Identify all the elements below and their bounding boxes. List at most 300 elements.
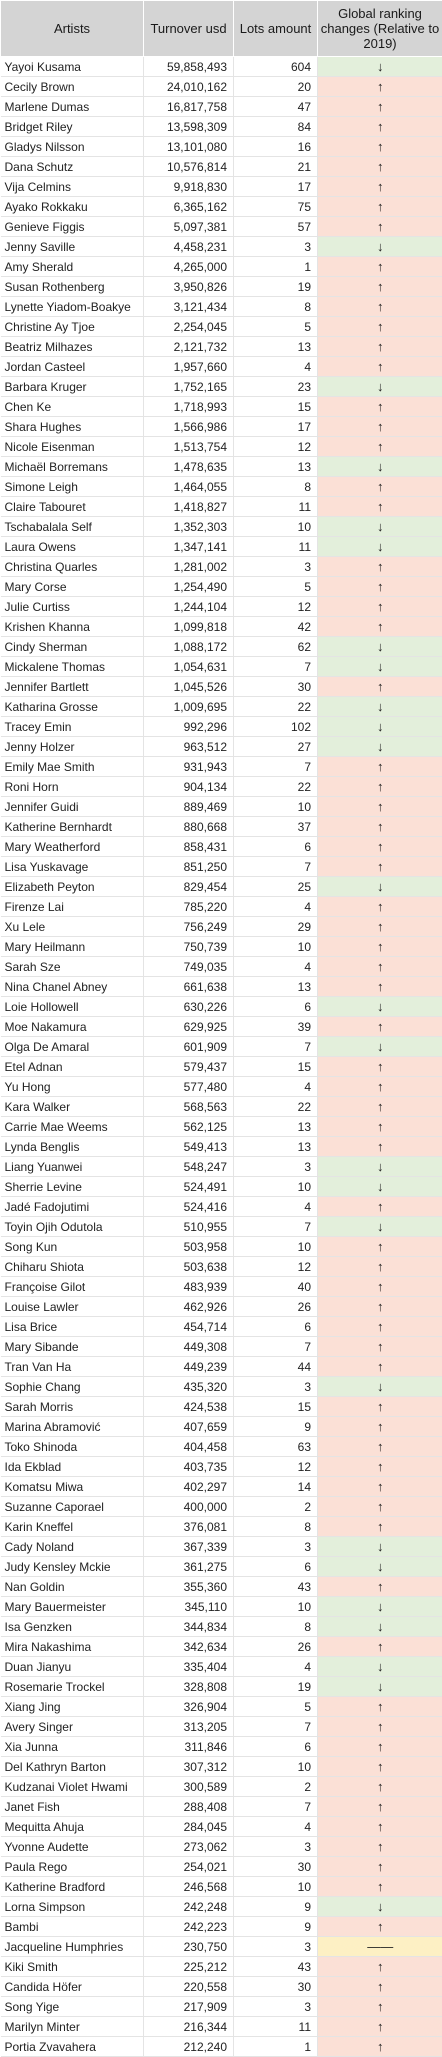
lots-cell: 25 bbox=[234, 877, 318, 897]
lots-cell: 6 bbox=[234, 997, 318, 1017]
table-row bbox=[1, 997, 442, 1017]
ranking-change-cell: ↓ bbox=[318, 1897, 442, 1917]
artist-name-cell: Avery Singer bbox=[1, 1717, 144, 1737]
table-row bbox=[1, 1157, 442, 1177]
ranking-change-cell: ↓ bbox=[318, 1677, 442, 1697]
ranking-change-cell: ↑ bbox=[318, 437, 442, 457]
turnover-cell: 59,858,493 bbox=[144, 57, 234, 77]
table-row bbox=[1, 517, 442, 537]
table-row bbox=[1, 297, 442, 317]
turnover-cell: 785,220 bbox=[144, 897, 234, 917]
turnover-cell: 1,254,490 bbox=[144, 577, 234, 597]
ranking-change-cell: ↑ bbox=[318, 1797, 442, 1817]
artist-name-cell: Mira Nakashima bbox=[1, 1637, 144, 1657]
lots-cell: 8 bbox=[234, 1617, 318, 1637]
turnover-cell: 16,817,758 bbox=[144, 97, 234, 117]
ranking-change-cell: ↑ bbox=[318, 1477, 442, 1497]
table-row bbox=[1, 977, 442, 997]
turnover-cell: 549,413 bbox=[144, 1137, 234, 1157]
lots-cell: 5 bbox=[234, 577, 318, 597]
table-row bbox=[1, 637, 442, 657]
lots-cell: 4 bbox=[234, 1077, 318, 1097]
turnover-cell: 424,538 bbox=[144, 1397, 234, 1417]
turnover-cell: 345,110 bbox=[144, 1597, 234, 1617]
table-row bbox=[1, 117, 442, 137]
turnover-cell: 1,045,526 bbox=[144, 677, 234, 697]
table-row bbox=[1, 1077, 442, 1097]
table-row bbox=[1, 77, 442, 97]
lots-cell: 9 bbox=[234, 1917, 318, 1937]
table-row bbox=[1, 1757, 442, 1777]
artist-name-cell: Cady Noland bbox=[1, 1537, 144, 1557]
turnover-cell: 661,638 bbox=[144, 977, 234, 997]
artist-name-cell: Jenny Saville bbox=[1, 237, 144, 257]
turnover-cell: 5,097,381 bbox=[144, 217, 234, 237]
table-row bbox=[1, 1457, 442, 1477]
turnover-cell: 904,134 bbox=[144, 777, 234, 797]
table-row bbox=[1, 197, 442, 217]
table-row bbox=[1, 1697, 442, 1717]
table-row bbox=[1, 1297, 442, 1317]
artist-name-cell: Claire Tabouret bbox=[1, 497, 144, 517]
turnover-cell: 288,408 bbox=[144, 1797, 234, 1817]
lots-cell: 3 bbox=[234, 1377, 318, 1397]
table-row bbox=[1, 377, 442, 397]
artist-name-cell: Suzanne Caporael bbox=[1, 1497, 144, 1517]
artist-name-cell: Jordan Casteel bbox=[1, 357, 144, 377]
lots-cell: 7 bbox=[234, 1337, 318, 1357]
turnover-cell: 1,054,631 bbox=[144, 657, 234, 677]
table-row bbox=[1, 1537, 442, 1557]
turnover-cell: 756,249 bbox=[144, 917, 234, 937]
artist-name-cell: Rosemarie Trockel bbox=[1, 1677, 144, 1697]
turnover-cell: 403,735 bbox=[144, 1457, 234, 1477]
turnover-cell: 1,352,303 bbox=[144, 517, 234, 537]
turnover-cell: 829,454 bbox=[144, 877, 234, 897]
ranking-change-cell: ↑ bbox=[318, 337, 442, 357]
turnover-cell: 750,739 bbox=[144, 937, 234, 957]
ranking-change-cell: ↑ bbox=[318, 1337, 442, 1357]
table-row bbox=[1, 1997, 442, 2017]
turnover-cell: 1,752,165 bbox=[144, 377, 234, 397]
table-row bbox=[1, 1137, 442, 1157]
artist-name-cell: Yu Hong bbox=[1, 1077, 144, 1097]
artist-name-cell: Krishen Khanna bbox=[1, 617, 144, 637]
artist-name-cell: Song Yige bbox=[1, 1997, 144, 2017]
artist-name-cell: Sherrie Levine bbox=[1, 1177, 144, 1197]
lots-cell: 30 bbox=[234, 1857, 318, 1877]
turnover-cell: 300,589 bbox=[144, 1777, 234, 1797]
lots-cell: 9 bbox=[234, 1417, 318, 1437]
table-row bbox=[1, 817, 442, 837]
lots-cell: 19 bbox=[234, 1677, 318, 1697]
artist-name-cell: Emily Mae Smith bbox=[1, 757, 144, 777]
ranking-change-cell: ↑ bbox=[318, 1097, 442, 1117]
table-row bbox=[1, 97, 442, 117]
artist-name-cell: Ayako Rokkaku bbox=[1, 197, 144, 217]
table-row bbox=[1, 1677, 442, 1697]
lots-cell: 3 bbox=[234, 1937, 318, 1957]
turnover-cell: 503,958 bbox=[144, 1237, 234, 1257]
turnover-cell: 1,464,055 bbox=[144, 477, 234, 497]
artist-name-cell: Katharina Grosse bbox=[1, 697, 144, 717]
lots-cell: 37 bbox=[234, 817, 318, 837]
turnover-cell: 579,437 bbox=[144, 1057, 234, 1077]
artist-name-cell: Xiang Jing bbox=[1, 1697, 144, 1717]
lots-cell: 10 bbox=[234, 1177, 318, 1197]
turnover-cell: 449,239 bbox=[144, 1357, 234, 1377]
artist-name-cell: Etel Adnan bbox=[1, 1057, 144, 1077]
lots-cell: 21 bbox=[234, 157, 318, 177]
table-row bbox=[1, 257, 442, 277]
lots-cell: 7 bbox=[234, 1037, 318, 1057]
artist-name-cell: Marilyn Minter bbox=[1, 2017, 144, 2037]
lots-cell: 13 bbox=[234, 1137, 318, 1157]
table-row bbox=[1, 1217, 442, 1237]
artist-name-cell: Toyin Ojih Odutola bbox=[1, 1217, 144, 1237]
lots-cell: 10 bbox=[234, 1877, 318, 1897]
table-row bbox=[1, 1797, 442, 1817]
lots-cell: 13 bbox=[234, 457, 318, 477]
turnover-cell: 503,638 bbox=[144, 1257, 234, 1277]
turnover-cell: 889,469 bbox=[144, 797, 234, 817]
ranking-change-cell: ↓ bbox=[318, 997, 442, 1017]
lots-cell: 84 bbox=[234, 117, 318, 137]
ranking-change-cell: ↓ bbox=[318, 1597, 442, 1617]
turnover-cell: 242,248 bbox=[144, 1897, 234, 1917]
artist-name-cell: Jennifer Bartlett bbox=[1, 677, 144, 697]
table-row bbox=[1, 1017, 442, 1037]
table-row bbox=[1, 1877, 442, 1897]
ranking-change-cell: ↑ bbox=[318, 117, 442, 137]
artist-name-cell: Lorna Simpson bbox=[1, 1897, 144, 1917]
ranking-change-cell: ↑ bbox=[318, 417, 442, 437]
ranking-change-cell: ↑ bbox=[318, 1437, 442, 1457]
table-row bbox=[1, 1977, 442, 1997]
table-row bbox=[1, 1257, 442, 1277]
ranking-change-cell: ↓ bbox=[318, 377, 442, 397]
ranking-change-cell: ↑ bbox=[318, 677, 442, 697]
turnover-cell: 524,416 bbox=[144, 1197, 234, 1217]
ranking-change-cell: ↑ bbox=[318, 1697, 442, 1717]
lots-cell: 4 bbox=[234, 357, 318, 377]
ranking-change-cell: ↓ bbox=[318, 697, 442, 717]
table-row bbox=[1, 1237, 442, 1257]
ranking-change-cell: ↓ bbox=[318, 1157, 442, 1177]
artist-name-cell: Paula Rego bbox=[1, 1857, 144, 1877]
table-row bbox=[1, 777, 442, 797]
ranking-change-cell: ↑ bbox=[318, 1197, 442, 1217]
artist-name-cell: Loie Hollowell bbox=[1, 997, 144, 1017]
header-row bbox=[1, 1, 442, 57]
table-row bbox=[1, 217, 442, 237]
lots-cell: 7 bbox=[234, 1717, 318, 1737]
ranking-change-cell: ↑ bbox=[318, 197, 442, 217]
lots-cell: 43 bbox=[234, 1957, 318, 1977]
artist-name-cell: Toko Shinoda bbox=[1, 1437, 144, 1457]
artist-name-cell: Julie Curtiss bbox=[1, 597, 144, 617]
lots-cell: 16 bbox=[234, 137, 318, 157]
lots-cell: 604 bbox=[234, 57, 318, 77]
ranking-change-cell: ↑ bbox=[318, 1237, 442, 1257]
turnover-cell: 1,281,002 bbox=[144, 557, 234, 577]
ranking-change-cell: ↑ bbox=[318, 1517, 442, 1537]
artist-name-cell: Lynda Benglis bbox=[1, 1137, 144, 1157]
turnover-cell: 361,275 bbox=[144, 1557, 234, 1577]
artist-name-cell: Tschabalala Self bbox=[1, 517, 144, 537]
ranking-change-cell: ↑ bbox=[318, 1717, 442, 1737]
turnover-cell: 992,296 bbox=[144, 717, 234, 737]
artist-name-cell: Beatriz Milhazes bbox=[1, 337, 144, 357]
artist-name-cell: Nicole Eisenman bbox=[1, 437, 144, 457]
table-row bbox=[1, 1617, 442, 1637]
lots-cell: 8 bbox=[234, 477, 318, 497]
artist-name-cell: Tran Van Ha bbox=[1, 1357, 144, 1377]
turnover-cell: 1,718,993 bbox=[144, 397, 234, 417]
table-row bbox=[1, 677, 442, 697]
artist-name-cell: Moe Nakamura bbox=[1, 1017, 144, 1037]
turnover-cell: 435,320 bbox=[144, 1377, 234, 1397]
artist-name-cell: Mequitta Ahuja bbox=[1, 1817, 144, 1837]
turnover-cell: 402,297 bbox=[144, 1477, 234, 1497]
table-row bbox=[1, 837, 442, 857]
table-row bbox=[1, 1597, 442, 1617]
ranking-change-cell: ↑ bbox=[318, 1057, 442, 1077]
ranking-change-cell: ↓ bbox=[318, 1617, 442, 1637]
table-row bbox=[1, 57, 442, 77]
artist-name-cell: Kudzanai Violet Hwami bbox=[1, 1777, 144, 1797]
artist-name-cell: Susan Rothenberg bbox=[1, 277, 144, 297]
turnover-cell: 4,265,000 bbox=[144, 257, 234, 277]
lots-cell: 5 bbox=[234, 317, 318, 337]
artist-name-cell: Liang Yuanwei bbox=[1, 1157, 144, 1177]
artist-name-cell: Katherine Bradford bbox=[1, 1877, 144, 1897]
lots-cell: 27 bbox=[234, 737, 318, 757]
table-row bbox=[1, 737, 442, 757]
ranking-change-cell: ↑ bbox=[318, 1737, 442, 1757]
artist-name-cell: Bridget Riley bbox=[1, 117, 144, 137]
lots-cell: 13 bbox=[234, 1117, 318, 1137]
ranking-change-cell: ↑ bbox=[318, 957, 442, 977]
lots-cell: 47 bbox=[234, 97, 318, 117]
turnover-cell: 880,668 bbox=[144, 817, 234, 837]
lots-cell: 57 bbox=[234, 217, 318, 237]
ranking-change-cell: ↑ bbox=[318, 217, 442, 237]
ranking-change-cell: ↑ bbox=[318, 977, 442, 997]
table-row bbox=[1, 277, 442, 297]
ranking-change-cell: ↑ bbox=[318, 897, 442, 917]
table-row bbox=[1, 797, 442, 817]
turnover-cell: 601,909 bbox=[144, 1037, 234, 1057]
table-row bbox=[1, 397, 442, 417]
table-row bbox=[1, 757, 442, 777]
artist-name-cell: Del Kathryn Barton bbox=[1, 1757, 144, 1777]
lots-cell: 7 bbox=[234, 657, 318, 677]
artist-name-cell: Firenze Lai bbox=[1, 897, 144, 917]
ranking-change-cell: ↓ bbox=[318, 1217, 442, 1237]
table-row bbox=[1, 1837, 442, 1857]
turnover-cell: 284,045 bbox=[144, 1817, 234, 1837]
ranking-change-cell: ↑ bbox=[318, 1137, 442, 1157]
lots-cell: 12 bbox=[234, 597, 318, 617]
turnover-cell: 1,418,827 bbox=[144, 497, 234, 517]
lots-cell: 13 bbox=[234, 977, 318, 997]
ranking-change-cell: ↓ bbox=[318, 1037, 442, 1057]
lots-cell: 6 bbox=[234, 1317, 318, 1337]
lots-cell: 19 bbox=[234, 277, 318, 297]
artist-name-cell: Sophie Chang bbox=[1, 1377, 144, 1397]
turnover-cell: 851,250 bbox=[144, 857, 234, 877]
lots-cell: 17 bbox=[234, 177, 318, 197]
lots-cell: 15 bbox=[234, 1057, 318, 1077]
table-row bbox=[1, 1897, 442, 1917]
turnover-cell: 629,925 bbox=[144, 1017, 234, 1037]
table-row bbox=[1, 157, 442, 177]
turnover-cell: 216,344 bbox=[144, 2017, 234, 2037]
artist-name-cell: Genieve Figgis bbox=[1, 217, 144, 237]
lots-cell: 63 bbox=[234, 1437, 318, 1457]
table-row bbox=[1, 917, 442, 937]
table-body bbox=[1, 57, 442, 2057]
lots-cell: 13 bbox=[234, 337, 318, 357]
lots-cell: 10 bbox=[234, 797, 318, 817]
lots-cell: 11 bbox=[234, 537, 318, 557]
lots-cell: 3 bbox=[234, 1837, 318, 1857]
ranking-change-cell: ↑ bbox=[318, 277, 442, 297]
lots-cell: 6 bbox=[234, 1557, 318, 1577]
lots-cell: 15 bbox=[234, 397, 318, 417]
ranking-change-cell: ↑ bbox=[318, 257, 442, 277]
turnover-cell: 2,254,045 bbox=[144, 317, 234, 337]
artist-name-cell: Sarah Morris bbox=[1, 1397, 144, 1417]
artist-name-cell: Mary Heilmann bbox=[1, 937, 144, 957]
table-row bbox=[1, 1497, 442, 1517]
artist-name-cell: Barbara Kruger bbox=[1, 377, 144, 397]
table-row bbox=[1, 1477, 442, 1497]
turnover-cell: 24,010,162 bbox=[144, 77, 234, 97]
lots-cell: 2 bbox=[234, 1497, 318, 1517]
column-header-artists: Artists bbox=[1, 1, 144, 57]
ranking-change-cell: ↑ bbox=[318, 1017, 442, 1037]
turnover-cell: 462,926 bbox=[144, 1297, 234, 1317]
lots-cell: 22 bbox=[234, 697, 318, 717]
turnover-cell: 344,834 bbox=[144, 1617, 234, 1637]
turnover-cell: 1,347,141 bbox=[144, 537, 234, 557]
artist-name-cell: Isa Genzken bbox=[1, 1617, 144, 1637]
turnover-cell: 404,458 bbox=[144, 1437, 234, 1457]
turnover-cell: 212,240 bbox=[144, 2037, 234, 2057]
table-row bbox=[1, 1437, 442, 1457]
ranking-change-cell: ↑ bbox=[318, 357, 442, 377]
artist-name-cell: Gladys Nilsson bbox=[1, 137, 144, 157]
ranking-change-cell: ↑ bbox=[318, 1117, 442, 1137]
artist-name-cell: Mickalene Thomas bbox=[1, 657, 144, 677]
lots-cell: 12 bbox=[234, 1257, 318, 1277]
ranking-change-cell: ↑ bbox=[318, 797, 442, 817]
turnover-cell: 355,360 bbox=[144, 1577, 234, 1597]
artist-name-cell: Chiharu Shiota bbox=[1, 1257, 144, 1277]
turnover-cell: 4,458,231 bbox=[144, 237, 234, 257]
turnover-cell: 1,099,818 bbox=[144, 617, 234, 637]
ranking-change-cell: ↑ bbox=[318, 97, 442, 117]
ranking-change-cell: ↑ bbox=[318, 177, 442, 197]
ranking-change-cell: ↑ bbox=[318, 397, 442, 417]
lots-cell: 10 bbox=[234, 1597, 318, 1617]
table-row bbox=[1, 1657, 442, 1677]
lots-cell: 3 bbox=[234, 237, 318, 257]
table-row bbox=[1, 177, 442, 197]
ranking-change-cell: ↑ bbox=[318, 77, 442, 97]
artist-name-cell: Lisa Brice bbox=[1, 1317, 144, 1337]
turnover-cell: 577,480 bbox=[144, 1077, 234, 1097]
ranking-change-cell: ↓ bbox=[318, 1657, 442, 1677]
lots-cell: 1 bbox=[234, 2037, 318, 2057]
turnover-cell: 13,101,080 bbox=[144, 137, 234, 157]
turnover-cell: 449,308 bbox=[144, 1337, 234, 1357]
ranking-change-cell: ↑ bbox=[318, 1257, 442, 1277]
ranking-change-cell: ↑ bbox=[318, 137, 442, 157]
table-row bbox=[1, 1397, 442, 1417]
artist-name-cell: Michaël Borremans bbox=[1, 457, 144, 477]
turnover-cell: 749,035 bbox=[144, 957, 234, 977]
artist-name-cell: Mary Corse bbox=[1, 577, 144, 597]
table-row bbox=[1, 2017, 442, 2037]
artist-name-cell: Marlene Dumas bbox=[1, 97, 144, 117]
turnover-cell: 562,125 bbox=[144, 1117, 234, 1137]
lots-cell: 22 bbox=[234, 1097, 318, 1117]
table-row bbox=[1, 1777, 442, 1797]
ranking-change-cell: ↑ bbox=[318, 157, 442, 177]
artist-name-cell: Janet Fish bbox=[1, 1797, 144, 1817]
ranking-change-cell: ↓ bbox=[318, 457, 442, 477]
artist-name-cell: Jenny Holzer bbox=[1, 737, 144, 757]
artist-name-cell: Amy Sherald bbox=[1, 257, 144, 277]
artist-name-cell: Mary Sibande bbox=[1, 1337, 144, 1357]
lots-cell: 7 bbox=[234, 1797, 318, 1817]
artist-name-cell: Cecily Brown bbox=[1, 77, 144, 97]
ranking-change-cell: ↓ bbox=[318, 737, 442, 757]
lots-cell: 1 bbox=[234, 257, 318, 277]
ranking-change-cell: ↓ bbox=[318, 657, 442, 677]
artist-name-cell: Yayoi Kusama bbox=[1, 57, 144, 77]
table-row bbox=[1, 437, 442, 457]
turnover-cell: 454,714 bbox=[144, 1317, 234, 1337]
lots-cell: 39 bbox=[234, 1017, 318, 1037]
artist-name-cell: Duan Jianyu bbox=[1, 1657, 144, 1677]
lots-cell: 11 bbox=[234, 2017, 318, 2037]
turnover-cell: 2,121,732 bbox=[144, 337, 234, 357]
lots-cell: 23 bbox=[234, 377, 318, 397]
artist-name-cell: Jacqueline Humphries bbox=[1, 1937, 144, 1957]
table-row bbox=[1, 877, 442, 897]
ranking-change-cell: ↑ bbox=[318, 817, 442, 837]
table-row bbox=[1, 1417, 442, 1437]
lots-cell: 26 bbox=[234, 1297, 318, 1317]
table-row bbox=[1, 557, 442, 577]
lots-cell: 5 bbox=[234, 1697, 318, 1717]
lots-cell: 10 bbox=[234, 1757, 318, 1777]
ranking-change-cell: ↑ bbox=[318, 2017, 442, 2037]
ranking-change-cell: ↑ bbox=[318, 1397, 442, 1417]
turnover-cell: 217,909 bbox=[144, 1997, 234, 2017]
artist-name-cell: Xia Junna bbox=[1, 1737, 144, 1757]
lots-cell: 7 bbox=[234, 1217, 318, 1237]
lots-cell: 3 bbox=[234, 557, 318, 577]
ranking-change-cell: ↑ bbox=[318, 1997, 442, 2017]
turnover-cell: 400,000 bbox=[144, 1497, 234, 1517]
turnover-cell: 225,212 bbox=[144, 1957, 234, 1977]
turnover-cell: 273,062 bbox=[144, 1837, 234, 1857]
